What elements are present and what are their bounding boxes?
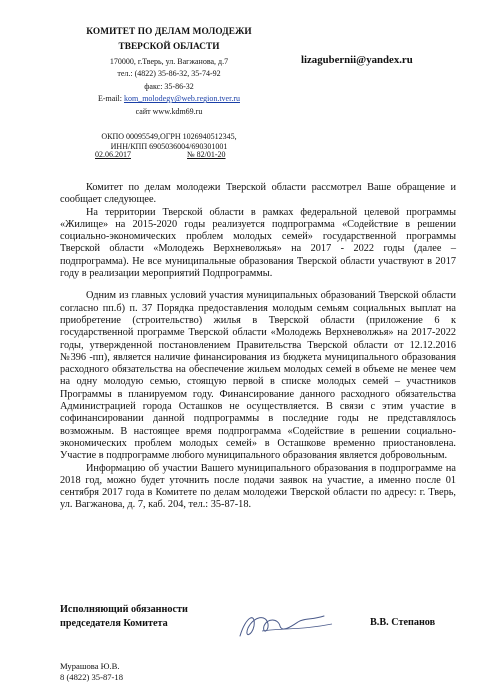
org-email-label: E-mail: xyxy=(97,94,124,104)
org-inn: ИНН/КПП 6905036004/690301001 xyxy=(110,142,228,152)
org-address: 170000, г.Тверь, ул. Вагжанова, д.7 xyxy=(109,57,229,66)
body-paragraph: Информацию об участии Вашего муниципального образования в подпрограмме на 2018 год, можно будет уточнить после подачи заявок на участие, а именно после 01 сентября 2017 года в Комитете по делам молодежи Тверской области по адресу: г. Тверь, ул. Вагжанова, д. 7, каб. 204, тел.: 35-87-18. xyxy=(60,462,456,511)
org-email-link[interactable]: kom_molodegy@web.region.tver.ru xyxy=(123,94,240,104)
letter-body xyxy=(60,182,456,512)
body-paragraph: Комитет по делам молодежи Тверской области рассмотрел Ваше обращение и сообщает следующее. xyxy=(60,182,456,206)
org-phone: тел.: (4822) 35-86-32, 35-74-92 xyxy=(117,69,221,79)
org-fax: факс: 35-86-32 xyxy=(144,81,194,91)
signatory-position-line2: председателя Комитета xyxy=(60,617,168,629)
org-name-line2: ТВЕРСКОЙ ОБЛАСТИ xyxy=(118,42,220,52)
org-email-line xyxy=(62,93,276,105)
letterhead xyxy=(62,27,276,152)
org-okpo: ОКПО 00095549,ОГРН 1026940512345, xyxy=(101,132,237,142)
executor-block xyxy=(60,661,123,683)
signatory-position xyxy=(60,603,188,630)
signatory-position-line1: Исполняющий обязанности xyxy=(60,604,188,615)
handwritten-signature-icon xyxy=(232,606,342,646)
signatory-name: В.В. Степанов xyxy=(370,617,436,628)
body-paragraph: На территории Тверской области в рамках федеральной целевой программы «Жилище» на 2015-2020 годы реализуется подпрограмма «Содействие в решении социально-экономических проблем молодых семей» государственной программы Тверской области «Молодежь Верхневолжья» на 2017 - 2022 годы (далее – подпрограмма). Не все муниципальные образования Тверской области участвуют в 2017 году в реализации мероприятий Подпрограммы. xyxy=(60,206,456,280)
recipient-email: lizagubernii@yandex.ru xyxy=(301,54,413,66)
letter-number: № 82/01-20 xyxy=(187,150,226,159)
org-site: сайт www.kdm69.ru xyxy=(135,106,203,116)
body-paragraph: Одним из главных условий участия муниципальных образований Тверской области согласно пп.б) п. 37 Порядка предоставления молодым семьям социальных выплат на приобретение (строительство) жилья в Тверской области (приложение 6 к государственной программе Тверской области «Молодежь Верхневолжья» на 2017-2022 годы, утвержденной постановлением Правительства Тверской области от 12.12.2016 №396 -пп), является наличие финансирования из бюджета муниципального образования расходного обязательства на обеспечение жильем молодых семей в объеме не менее чем на одну молодую семью, стоящую первой в списке молодых семей – участников Программы в планируемом году. Финансирование данного расходного обязательства Администрацией города Осташков не осуществляется. В связи с этим участие в софинансировании данной подпрограммы в последние годы не представлялось возможным. В настоящее время подпрограмма «Содействие в решении социально-экономических проблем молодых семей» в Осташкове временно приостановлена. Участие в подпрограмме любого муниципального образования является добровольным. xyxy=(60,290,456,462)
executor-phone: 8 (4822) 35-87-18 xyxy=(60,672,124,682)
org-name-line1: КОМИТЕТ ПО ДЕЛАМ МОЛОДЕЖИ xyxy=(86,27,252,37)
executor-name: Мурашова Ю.В. xyxy=(60,661,120,671)
letter-date: 02.06.2017 xyxy=(95,150,131,159)
